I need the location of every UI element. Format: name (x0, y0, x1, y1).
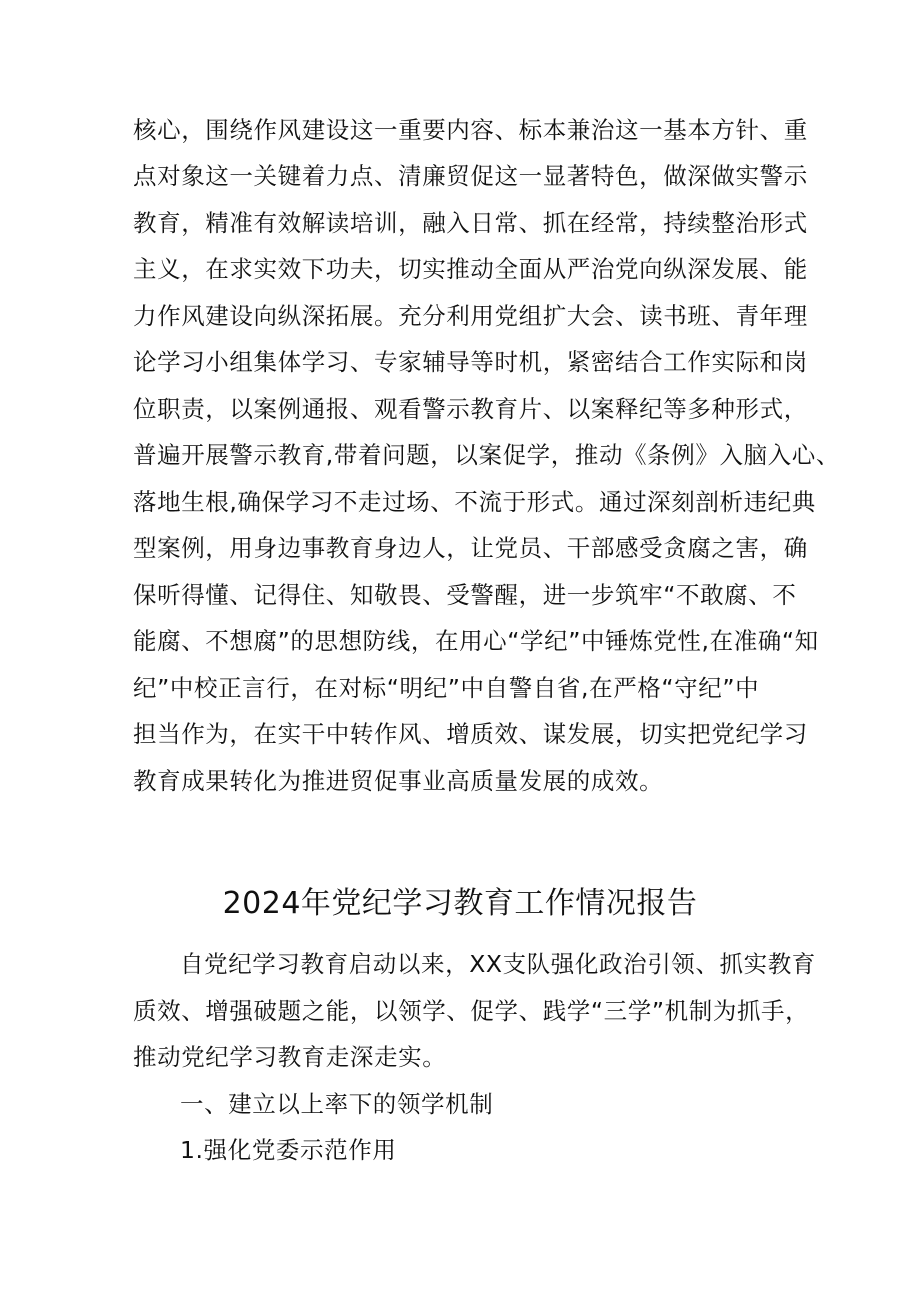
paragraph-line: 点对象这一关键着力点、清廉贸促这一显著特色，做深做实警示 (133, 162, 808, 190)
paragraph-line: 推动党纪学习教育走深走实。 (133, 1043, 447, 1071)
paragraph-line: 担当作为，在实干中转作风、增质效、谋发展，切实把党纪学习 (133, 720, 808, 748)
subsection-heading: 1.强化党委示范作用 (180, 1136, 397, 1164)
paragraph-line: 型案例，用身边事教育身边人，让党员、干部感受贪腐之害，确 (133, 534, 808, 562)
paragraph-line: 位职责，以案例通报、观看警示教育片、以案释纪等多种形式， (133, 395, 808, 423)
paragraph-line: 主义，在求实效下功夫，切实推动全面从严治党向纵深发展、能 (133, 255, 808, 283)
paragraph-line: 论学习小组集体学习、专家辅导等时机，紧密结合工作实际和岗 (133, 348, 808, 376)
paragraph-line: 质效、增强破题之能，以领学、促学、践学“三学”机制为抓手， (133, 997, 810, 1025)
paragraph-line: 普遍开展警示教育,带着问题，以案促学，推动《条例》入脑入心、 (133, 441, 840, 469)
paragraph-line: 教育，精准有效解读培训，融入日常、抓在经常，持续整治形式 (133, 209, 808, 237)
paragraph-line: 核心，围绕作风建设这一重要内容、标本兼治这一基本方针、重 (133, 116, 808, 144)
paragraph-line: 纪”中校正言行，在对标“明纪”中自警自省,在严格“守纪”中 (133, 674, 760, 702)
paragraph-line: 自党纪学习教育启动以来，XX支队强化政治引领、抓实教育 (180, 950, 816, 978)
section-heading: 一、建立以上率下的领学机制 (180, 1090, 494, 1118)
report-title: 2024年党纪学习教育工作情况报告 (222, 886, 698, 921)
paragraph-line: 保听得懂、记得住、知敬畏、受警醒，进一步筑牢“不敢腐、不 (133, 581, 797, 609)
paragraph-line: 力作风建设向纵深拓展。充分利用党组扩大会、读书班、青年理 (133, 302, 808, 330)
paragraph-line: 落地生根,确保学习不走过场、不流于形式。通过深刻剖析违纪典 (133, 488, 816, 516)
paragraph-line: 能腐、不想腐”的思想防线，在用心“学纪”中锤炼党性,在准确“知 (133, 627, 819, 655)
paragraph-line: 教育成果转化为推进贸促事业高质量发展的成效。 (133, 767, 664, 795)
